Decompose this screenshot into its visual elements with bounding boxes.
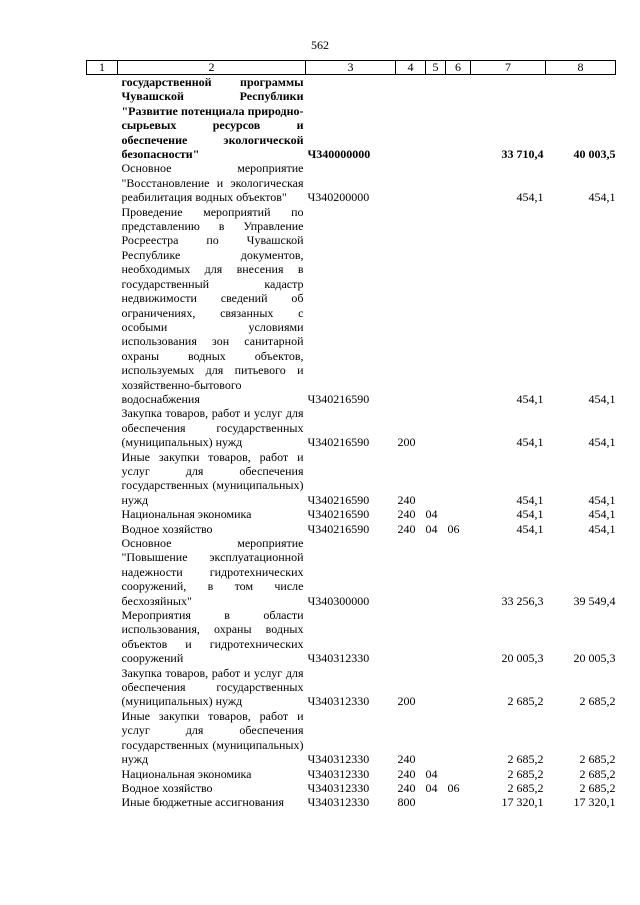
- row-amount-year1: 2 685,2: [507, 752, 544, 767]
- row-expense-type: 200: [397, 694, 416, 709]
- row-amount-year1: 2 685,2: [507, 766, 544, 781]
- row-subsection: [446, 666, 471, 709]
- row-expense-type: [396, 536, 426, 608]
- row-name: Основное мероприятие "Повышение эксплуатационной надежности гидротехнических сооружений, в том числе бесхозяйных": [121, 536, 304, 608]
- row-target-code: Ч340216590: [307, 507, 370, 522]
- row-target-code: Ч340312330: [307, 752, 370, 767]
- row-target-code: Ч340312330: [307, 795, 370, 810]
- row-name: Мероприятия в области использования, охраны водных объектов и гидротехнических сооружений: [121, 608, 304, 666]
- row-subsection: [446, 608, 471, 666]
- row-name: Основное мероприятие "Восстановление и экологическая реабилитация водных объектов": [121, 161, 304, 205]
- row-target-code: Ч340000000: [307, 147, 371, 162]
- row-target-code: Ч340216590: [307, 435, 370, 450]
- row-amount-year2: 454,1: [588, 435, 616, 450]
- row-amount-year1: 454,1: [516, 435, 544, 450]
- row-section: 04: [425, 507, 438, 522]
- row-target-code: Ч340216590: [307, 492, 370, 507]
- row-section: 04: [425, 521, 438, 536]
- row-amount-year2: 454,1: [588, 521, 616, 536]
- row-section: 04: [425, 780, 438, 795]
- row-section: [426, 406, 446, 449]
- table-row: [87, 522, 616, 536]
- row-subsection: 06: [447, 521, 460, 536]
- table-row: [87, 406, 616, 449]
- row-expense-type: [396, 608, 426, 666]
- col-header-6: 6: [446, 61, 471, 75]
- row-amount-year1: 454,1: [516, 190, 544, 205]
- row-subsection: 06: [447, 780, 460, 795]
- row-expense-type: 240: [397, 780, 416, 795]
- table-row: [87, 507, 616, 521]
- col-header-5: 5: [426, 61, 446, 75]
- row-amount-year2: 454,1: [588, 190, 616, 205]
- row-target-code: Ч340216590: [307, 391, 370, 406]
- row-amount-year2: 454,1: [588, 507, 616, 522]
- row-target-code: Ч340312330: [307, 780, 370, 795]
- col-header-1: 1: [87, 61, 118, 75]
- row-amount-year1: 33 710,4: [501, 147, 544, 162]
- row-expense-type: 240: [397, 752, 416, 767]
- row-amount-year2: 454,1: [588, 492, 616, 507]
- table-row: [87, 161, 616, 204]
- row-expense-type: [396, 75, 426, 162]
- table-row: [87, 781, 616, 795]
- row-name: Водное хозяйство: [121, 780, 213, 795]
- page-number: 562: [311, 38, 329, 52]
- row-subsection: [446, 795, 471, 809]
- row-expense-type: 240: [397, 766, 416, 781]
- row-amount-year2: 2 685,2: [579, 752, 616, 767]
- row-amount-year1: 454,1: [516, 492, 544, 507]
- row-name: Национальная экономика: [121, 507, 252, 522]
- col-header-4: 4: [396, 61, 426, 75]
- row-amount-year2: 40 003,5: [573, 147, 616, 162]
- row-expense-type: 240: [397, 507, 416, 522]
- row-subsection: [446, 161, 471, 204]
- row-subsection: [446, 767, 471, 781]
- row-subsection: [446, 536, 471, 608]
- row-name: Иные закупки товаров, работ и услуг для обеспечения государственных (муниципальных) нужд: [121, 708, 304, 767]
- row-section: [426, 205, 446, 407]
- row-expense-type: 240: [397, 521, 416, 536]
- col-header-2: 2: [118, 61, 306, 75]
- row-amount-year1: 20 005,3: [501, 651, 544, 666]
- row-name: Проведение мероприятий по представлению в Управление Росреестра по Чувашской Республике документов, необходимых для внесения в государственный кадастр недвижимости сведений об ограничениях, связанных с особыми условиями использования зон санитарной охраны водных объектов, используемых для питьевого и хозяйственно-бытового водоснабжения: [121, 204, 304, 406]
- col-header-7: 7: [471, 61, 546, 75]
- row-amount-year1: 33 256,3: [501, 593, 544, 608]
- table-row: [87, 709, 616, 767]
- row-name: государственной программы Чувашской Республики "Развитие потенциала природно-сырьевых ресурсов и обеспечение экологической безопасности": [121, 75, 304, 162]
- row-amount-year1: 454,1: [516, 521, 544, 536]
- row-expense-type: 200: [397, 435, 416, 450]
- row-subsection: [446, 406, 471, 449]
- row-target-code: Ч340216590: [307, 521, 370, 536]
- row-amount-year2: 2 685,2: [579, 694, 616, 709]
- budget-table: [86, 60, 616, 810]
- row-target-code: Ч340312330: [307, 766, 370, 781]
- row-target-code: Ч340200000: [307, 190, 370, 205]
- row-subsection: [446, 507, 471, 521]
- row-section: [426, 161, 446, 204]
- row-expense-type: 240: [397, 492, 416, 507]
- table-row: [87, 666, 616, 709]
- table-row: [87, 795, 616, 809]
- table-row: [87, 608, 616, 666]
- row-name: Национальная экономика: [121, 766, 252, 781]
- row-expense-type: [396, 205, 426, 407]
- row-name: Закупка товаров, работ и услуг для обеспечения государственных (муниципальных) нужд: [121, 406, 304, 450]
- row-name: Иные бюджетные ассигнования: [121, 795, 284, 810]
- col-header-3: 3: [306, 61, 396, 75]
- row-section: [426, 608, 446, 666]
- row-section: [426, 536, 446, 608]
- row-expense-type: [396, 161, 426, 204]
- row-subsection: [446, 205, 471, 407]
- row-target-code: Ч340312330: [307, 694, 370, 709]
- row-amount-year1: 2 685,2: [507, 780, 544, 795]
- row-amount-year1: 17 320,1: [501, 795, 544, 810]
- row-name: Водное хозяйство: [121, 521, 213, 536]
- row-section: [426, 450, 446, 508]
- row-name: Закупка товаров, работ и услуг для обеспечения государственных (муниципальных) нужд: [121, 665, 304, 709]
- table-row: [87, 450, 616, 508]
- row-amount-year2: 2 685,2: [579, 766, 616, 781]
- row-subsection: [446, 75, 471, 162]
- row-section: [426, 795, 446, 809]
- row-amount-year2: 17 320,1: [573, 795, 616, 810]
- row-amount-year2: 454,1: [588, 391, 616, 406]
- row-amount-year1: 454,1: [516, 391, 544, 406]
- row-section: [426, 666, 446, 709]
- row-subsection: [446, 709, 471, 767]
- table-row: [87, 75, 616, 162]
- row-target-code: Ч340300000: [307, 593, 370, 608]
- row-amount-year1: 454,1: [516, 507, 544, 522]
- row-amount-year1: 2 685,2: [507, 694, 544, 709]
- column-number-header: [87, 61, 616, 75]
- table-row: [87, 205, 616, 407]
- row-section: 04: [425, 766, 438, 781]
- row-subsection: [446, 450, 471, 508]
- table-row: [87, 536, 616, 608]
- row-section: [426, 75, 446, 162]
- table-row: [87, 767, 616, 781]
- row-target-code: Ч340312330: [307, 651, 370, 666]
- col-header-8: 8: [546, 61, 616, 75]
- row-section: [426, 709, 446, 767]
- row-amount-year2: 39 549,4: [573, 593, 616, 608]
- row-amount-year2: 2 685,2: [579, 780, 616, 795]
- row-amount-year2: 20 005,3: [573, 651, 616, 666]
- row-name: Иные закупки товаров, работ и услуг для обеспечения государственных (муниципальных) нужд: [121, 449, 304, 507]
- row-expense-type: 800: [397, 795, 416, 810]
